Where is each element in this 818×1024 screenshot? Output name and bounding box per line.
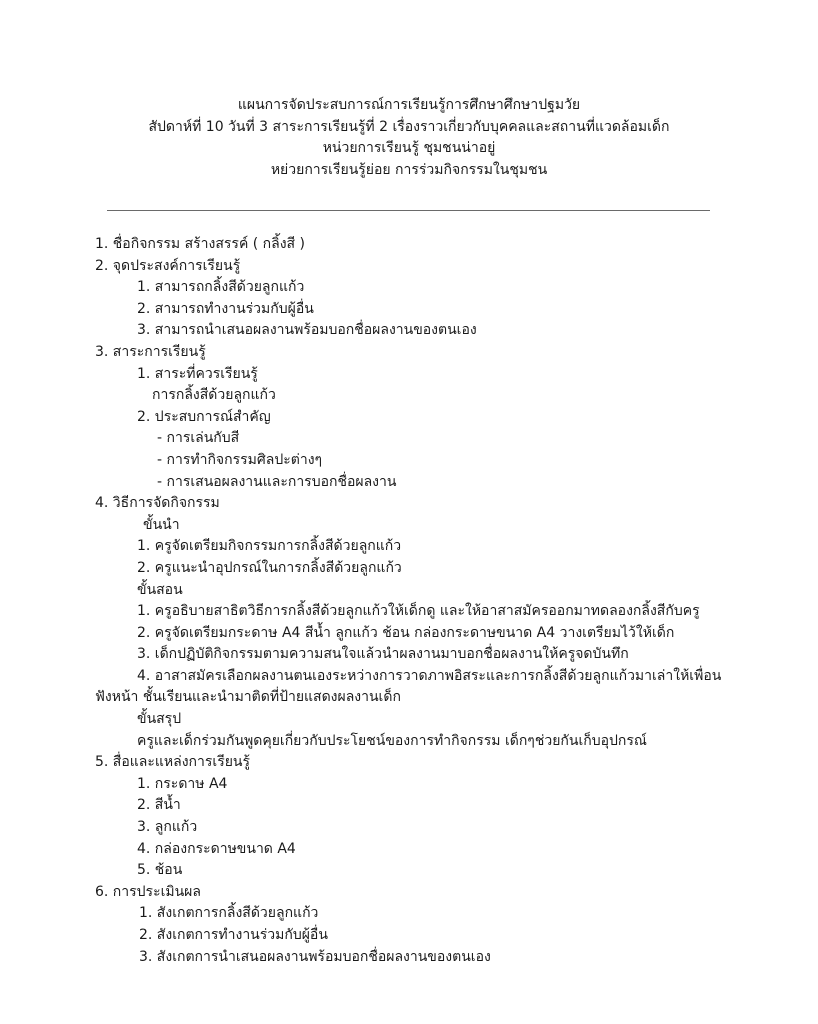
teach-step: 3. เด็กปฏิบัติกิจกรรมตามความสนใจแล้วนำผลงานมาบอกชื่อผลงานให้ครูจดบันทึก bbox=[137, 646, 629, 663]
section-5-heading: 5. สื่อและแหล่งการเรียนรู้ bbox=[95, 754, 251, 771]
experience-subheading: 2. ประสบการณ์สำคัญ bbox=[137, 408, 271, 425]
objective-item: 1. สามารถกลิ้งสีด้วยลูกแก้ว bbox=[137, 279, 305, 296]
document-body bbox=[0, 234, 818, 968]
teach-step: 2. ครูจัดเตรียมกระดาษ A4 สีน้ำ ลูกแก้ว ช้อน กล่องกระดาษขนาด A4 วางเตรียมไว้ให้เด็ก bbox=[137, 624, 675, 641]
section-4-heading: 4. วิธีการจัดกิจกรรม bbox=[95, 495, 220, 512]
section-1-activity-name: 1. ชื่อกิจกรรม สร้างสรรค์ ( กลิ้งสี ) bbox=[95, 236, 306, 252]
experience-item: - การเล่นกับสี bbox=[157, 430, 240, 447]
material-item: 2. สีน้ำ bbox=[137, 797, 181, 814]
learning-unit: หน่วยการเรียนรู้ ชุมชนน่าอยู่ bbox=[322, 140, 496, 156]
experience-item: - การทำกิจกรรมศิลปะต่างๆ bbox=[157, 451, 323, 468]
horizontal-divider bbox=[107, 210, 710, 211]
teach-step: 4. อาสาสมัครเลือกผลงานตนเองระหว่างการวาดภาพอิสระและการกลิ้งสีด้วยลูกแก้วมาเล่าให้เพื่อน bbox=[137, 667, 722, 684]
content-text: การกลิ้งสีด้วยลูกแก้ว bbox=[152, 387, 276, 404]
summary-text: ครูและเด็กร่วมกันพูดคุยเกี่ยวกับประโยชน์ของการทำกิจกรรม เด็กๆช่วยกันเก็บอุปกรณ์ bbox=[137, 732, 647, 749]
material-item: 5. ช้อน bbox=[137, 862, 183, 879]
content-subheading: 1. สาระที่ควรเรียนรู้ bbox=[137, 365, 258, 382]
material-item: 3. ลูกแก้ว bbox=[137, 819, 198, 836]
evaluation-item: 3. สังเกตการนำเสนอผลงานพร้อมบอกชื่อผลงานของตนเอง bbox=[139, 948, 491, 965]
teach-step: 1. ครูอธิบายสาธิตวิธีการกลิ้งสีด้วยลูกแก้วให้เด็กดู และให้อาสาสมัครออกมาทดลองกลิ้งสีกับครู bbox=[137, 603, 700, 620]
teach-stage-title: ขั้นสอน bbox=[137, 581, 183, 598]
objective-item: 3. สามารถนำเสนอผลงานพร้อมบอกชื่อผลงานของตนเอง bbox=[137, 322, 477, 339]
teach-step-continuation: ฟังหน้า ชั้นเรียนและนำมาติดที่ป้ายแสดงผลงานเด็ก bbox=[95, 689, 401, 706]
learning-subunit: หย่วยการเรียนรู้ย่อย การร่วมกิจกรรมในชุมชน bbox=[270, 161, 548, 178]
summary-stage-title: ขั้นสรุป bbox=[137, 711, 182, 728]
document-title: แผนการจัดประสบการณ์การเรียนรู้การศึกษาศึกษาปฐมวัย bbox=[237, 97, 581, 113]
material-item: 1. กระดาษ A4 bbox=[137, 775, 228, 792]
material-item: 4. กล่องกระดาษขนาด A4 bbox=[137, 840, 296, 857]
section-3-heading: 3. สาระการเรียนรู้ bbox=[95, 343, 206, 360]
document-subtitle: สัปดาห์ที่ 10 วันที่ 3 สาระการเรียนรู้ที่ 2 เรื่องราวเกี่ยวกับบุคคลและสถานที่แวดล้อมเด็ก bbox=[148, 118, 670, 135]
intro-stage-title: ขั้นนำ bbox=[143, 516, 180, 533]
evaluation-item: 2. สังเกตการทำงานร่วมกับผู้อื่น bbox=[139, 927, 328, 943]
section-6-heading: 6. การประเมินผล bbox=[95, 883, 201, 900]
evaluation-item: 1. สังเกตการกลิ้งสีด้วยลูกแก้ว bbox=[139, 905, 319, 922]
intro-step: 2. ครูแนะนำอุปกรณ์ในการกลิ้งสีด้วยลูกแก้ว bbox=[137, 559, 402, 576]
section-2-heading: 2. จุดประสงค์การเรียนรู้ bbox=[95, 257, 241, 274]
intro-step: 1. ครูจัดเตรียมกิจกรรมการกลิ้งสีด้วยลูกแก้ว bbox=[137, 538, 402, 555]
objective-item: 2. สามารถทำงานร่วมกับผู้อื่น bbox=[137, 300, 314, 317]
document-header bbox=[0, 95, 818, 181]
experience-item: - การเสนอผลงานและการบอกชื่อผลงาน bbox=[157, 473, 397, 490]
